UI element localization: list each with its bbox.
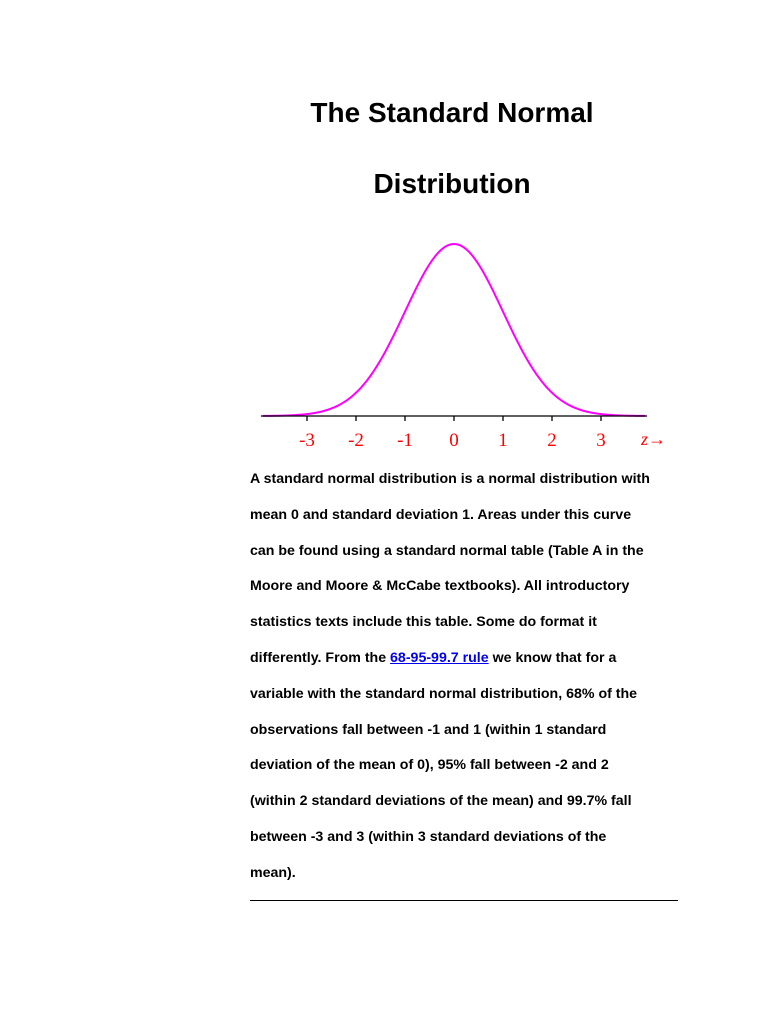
- x-tick-label: -3: [299, 430, 315, 451]
- text-line: A standard normal distribution is a normal distribution with: [250, 471, 650, 487]
- x-tick-label: 0: [449, 430, 459, 451]
- text-line: statistics texts include this table. Some do format it: [250, 614, 597, 631]
- x-tick-label: 3: [596, 430, 606, 451]
- empirical-rule-link[interactable]: 68-95-99.7 rule: [390, 649, 489, 666]
- label-layer: [299, 429, 666, 451]
- description-paragraph: [250, 462, 690, 892]
- text-fragment: we know that for a: [488, 649, 617, 666]
- page-title-line-2: Distribution: [373, 168, 531, 199]
- text-line: can be found using a standard normal table (Table A in the: [250, 542, 644, 559]
- x-tick-label: -2: [348, 430, 364, 451]
- text-line-with-link: [250, 641, 690, 677]
- text-line: (within 2 standard deviations of the mean) and 99.7% fall: [250, 793, 632, 810]
- text-line: variable with the standard normal distribution, 68% of the: [250, 685, 638, 702]
- x-tick-label: 2: [547, 430, 557, 451]
- text-line: observations fall between -1 and 1 (within 1 standard: [250, 721, 607, 738]
- page-title-line-1: The Standard Normal: [310, 97, 594, 128]
- x-tick-label: 1: [498, 430, 508, 451]
- text-line: between -3 and 3 (within 3 standard deviations of the: [250, 828, 607, 845]
- text-line: mean 0 and standard deviation 1. Areas under this curve: [250, 506, 632, 523]
- normal-curve-figure: [248, 232, 678, 457]
- horizontal-rule: [250, 900, 678, 901]
- axis-layer: [261, 416, 647, 421]
- text-line: deviation of the mean of 0), 95% fall between -2 and 2: [250, 757, 609, 774]
- z-axis-label: z→: [641, 429, 667, 449]
- text-line: Moore and Moore & McCabe textbooks). All introductory: [250, 578, 630, 595]
- curve-layer: [263, 244, 645, 416]
- x-tick-label: -1: [397, 430, 413, 451]
- text-line: mean).: [250, 864, 296, 881]
- text-fragment: differently. From the: [250, 649, 391, 666]
- density-curve: [263, 244, 645, 416]
